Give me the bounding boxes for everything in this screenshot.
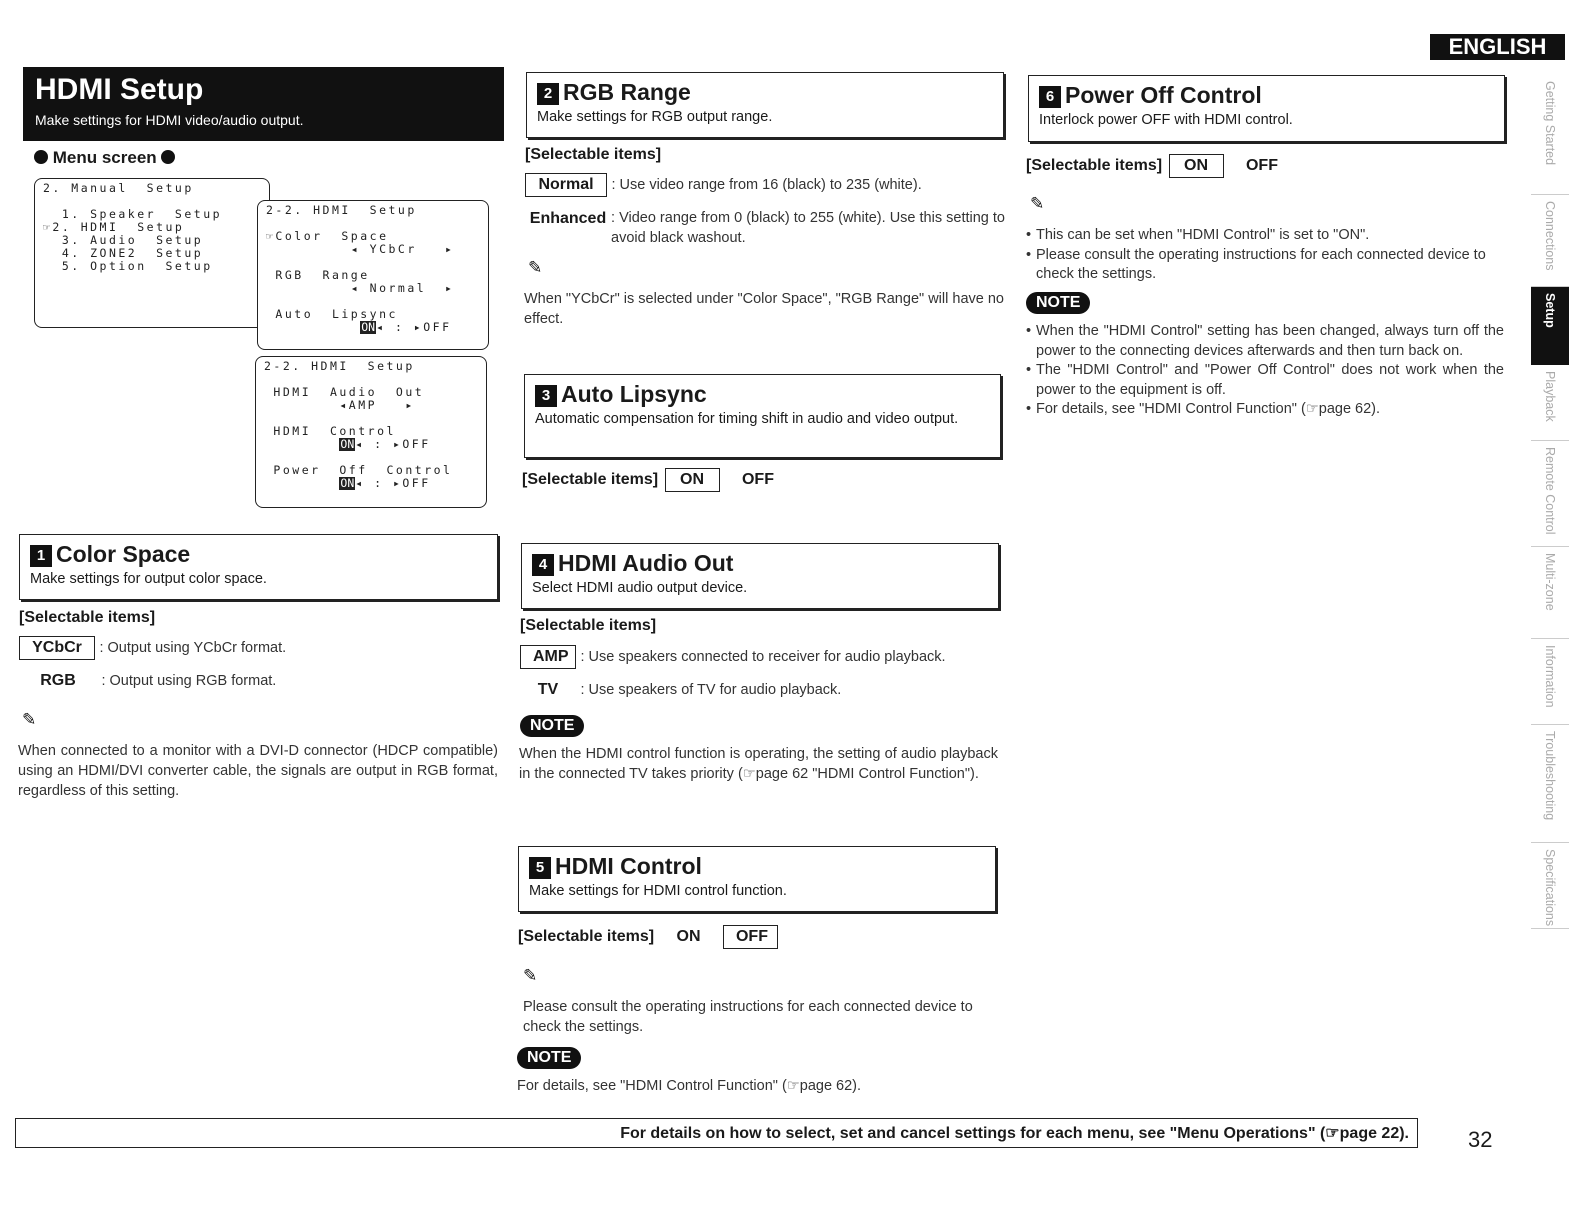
bullet-dot-icon: [161, 150, 175, 164]
osd-line: 3. Audio Setup: [43, 233, 204, 247]
option-label: Normal: [525, 173, 607, 197]
option-label: RGB: [40, 672, 76, 689]
osd-line: ◂ Normal ▸: [266, 281, 455, 295]
section-number: 5: [529, 857, 551, 879]
option-desc: : Use speakers connected to receiver for audio playback.: [580, 649, 946, 665]
section-title: HDMI Control: [555, 853, 702, 879]
osd-line: HDMI Control: [264, 424, 396, 438]
selectable-items-heading: [Selectable items]: [518, 928, 655, 945]
selectable-items-heading: [Selectable items]: [520, 617, 657, 634]
side-nav-item[interactable]: Setup: [1531, 287, 1569, 365]
rgb-range-header: [526, 72, 1004, 138]
selectable-items-heading: [Selectable items]: [525, 146, 662, 163]
section-title: Auto Lipsync: [561, 381, 707, 407]
menu-screen-title: [34, 148, 175, 168]
menu-screen-label: Menu screen: [52, 148, 157, 167]
page-number: 32: [1468, 1127, 1493, 1152]
side-nav-item[interactable]: Multi-zone: [1531, 547, 1569, 639]
hdmi-audio-out-note: When the HDMI control function is operating, the setting of audio playback in the connected TV takes priority (☞page 62 "HDMI Control Function").: [519, 746, 998, 782]
page-subtitle: Make settings for HDMI video/audio output.: [35, 112, 304, 128]
osd-line: ◂ YCbCr ▸: [266, 242, 455, 256]
osd-line: Auto Lipsync: [266, 307, 398, 321]
section-subtitle: Select HDMI audio output device.: [532, 580, 748, 596]
side-nav-item[interactable]: Information: [1531, 639, 1569, 725]
option-amp: [520, 645, 946, 669]
footer-text: For details on how to select, set and cancel settings for each menu, see "Menu Operations" (☞page 22).: [620, 1125, 1409, 1142]
option-off: OFF: [741, 471, 774, 488]
section-number: 1: [30, 545, 52, 567]
tip-item: • Please consult the operating instructions for each connected device to check the settings.: [1026, 246, 1506, 285]
osd-on-indicator: ON: [340, 476, 355, 490]
option-label: AMP: [520, 645, 576, 669]
pencil-icon: ✎: [1030, 194, 1045, 213]
side-nav-item[interactable]: Troubleshooting: [1531, 725, 1569, 843]
pencil-icon: ✎: [22, 710, 37, 729]
page-header: [23, 67, 504, 141]
section-title: RGB Range: [563, 79, 691, 105]
section-title: Power Off Control: [1065, 82, 1262, 108]
selectable-items-heading: [Selectable items]: [1026, 157, 1163, 174]
option-rgb: [19, 670, 276, 692]
option-enhanced: [525, 208, 1005, 248]
osd-line: 2-2. HDMI Setup: [266, 203, 417, 217]
osd-line: 1. Speaker Setup: [43, 207, 223, 221]
section-subtitle: Make settings for HDMI control function.: [529, 883, 787, 899]
note-badge: NOTE: [520, 715, 584, 737]
option-desc: : Video range from 0 (black) to 255 (white). Use this setting to avoid black washout.: [611, 210, 1005, 246]
power-off-tips: [1026, 226, 1506, 285]
option-normal: [525, 173, 922, 197]
hdmi-control-note: For details, see "HDMI Control Function" (☞page 62).: [517, 1078, 862, 1094]
hdmi-control-tip: Please consult the operating instructions for each connected device to check the settings.: [523, 999, 973, 1035]
note-item: • When the "HDMI Control" setting has been changed, always turn off the power to the connecting devices afterwards and then turn back on.: [1026, 322, 1504, 361]
option-on: ON: [665, 468, 720, 492]
page-title: HDMI Setup: [35, 73, 204, 106]
osd-toggle-value: ◂ : ▸OFF: [355, 437, 431, 451]
option-desc: : Output using RGB format.: [101, 673, 277, 689]
osd-manual-setup: [34, 178, 270, 328]
pencil-icon: ✎: [528, 258, 543, 277]
section-number: 3: [535, 385, 557, 407]
option-on: ON: [676, 928, 701, 945]
rgb-range-note: When "YCbCr" is selected under "Color Space", "RGB Range" will have no effect.: [524, 291, 1004, 327]
option-desc: : Use video range from 16 (black) to 235 (white).: [611, 177, 922, 193]
section-title: Color Space: [56, 541, 191, 567]
selectable-items-heading: [Selectable items]: [522, 471, 659, 488]
option-off: OFF: [723, 925, 778, 949]
osd-line: HDMI Audio Out: [264, 385, 425, 399]
osd-hdmi-setup-page1: [257, 200, 489, 350]
osd-line: 5. Option Setup: [43, 259, 213, 273]
section-number: 4: [532, 554, 554, 576]
option-desc: : Use speakers of TV for audio playback.: [580, 682, 842, 698]
power-off-control-options: [1026, 154, 1278, 178]
section-number: 6: [1039, 86, 1061, 108]
auto-lipsync-header: [524, 374, 1001, 458]
osd-line: 4. ZONE2 Setup: [43, 246, 204, 260]
auto-lipsync-options: [522, 468, 774, 492]
option-on: ON: [1169, 154, 1224, 178]
section-subtitle: Make settings for output color space.: [30, 571, 267, 587]
osd-line: [266, 334, 480, 347]
osd-line: 2. Manual Setup: [43, 181, 194, 195]
osd-line: ☞2. HDMI Setup: [43, 220, 185, 234]
section-title: HDMI Audio Out: [558, 550, 734, 576]
option-tv: [520, 679, 841, 701]
power-off-notes: [1026, 322, 1504, 420]
language-tab: ENGLISH: [1430, 34, 1565, 60]
power-off-control-header: [1028, 75, 1505, 142]
hdmi-audio-out-header: [521, 543, 999, 609]
osd-toggle-value: ◂ : ▸OFF: [355, 476, 431, 490]
side-nav-item[interactable]: Connections: [1531, 195, 1569, 287]
section-number: 2: [537, 83, 559, 105]
side-nav-item[interactable]: Specifications: [1531, 843, 1569, 929]
osd-line: RGB Range: [266, 268, 370, 282]
option-desc: : Output using YCbCr format.: [99, 640, 287, 656]
note-item: • The "HDMI Control" and "Power Off Control" does not work when the power to the equipment is off.: [1026, 361, 1504, 400]
osd-hdmi-setup-page2: [255, 356, 487, 508]
note-badge: NOTE: [1026, 292, 1090, 314]
tip-item: • This can be set when "HDMI Control" is set to "ON".: [1026, 226, 1506, 246]
option-ycbcr: [19, 636, 286, 660]
side-nav-item[interactable]: Getting Started: [1531, 75, 1569, 195]
osd-on-indicator: ON: [340, 437, 355, 451]
osd-line: Power Off Control: [264, 463, 453, 477]
note-badge: NOTE: [517, 1047, 581, 1069]
hdmi-control-options: [518, 925, 778, 949]
osd-line: [264, 477, 478, 490]
bullet-dot-icon: [34, 150, 48, 164]
footer-box: [15, 1118, 1418, 1148]
osd-line: [264, 438, 478, 451]
option-label: Enhanced: [529, 210, 607, 227]
option-label: YCbCr: [19, 636, 95, 660]
osd-on-indicator: ON: [361, 320, 376, 334]
osd-toggle-value: ◂ : ▸OFF: [376, 320, 452, 334]
selectable-items-heading: [Selectable items]: [19, 609, 156, 626]
note-item: • For details, see "HDMI Control Function" (☞page 62).: [1026, 400, 1504, 420]
section-subtitle: Automatic compensation for timing shift in audio and video output.: [535, 411, 959, 427]
color-space-note: When connected to a monitor with a DVI-D connector (HDCP compatible) using an HDMI/DVI converter cable, the signals are output in RGB format, regardless of this setting.: [18, 743, 498, 799]
section-subtitle: Interlock power OFF with HDMI control.: [1039, 112, 1293, 128]
osd-line: ☞Color Space: [266, 229, 389, 243]
pencil-icon: ✎: [523, 966, 538, 985]
side-nav-item[interactable]: Playback: [1531, 365, 1569, 441]
side-nav-item[interactable]: Remote Control: [1531, 441, 1569, 547]
osd-line: ◂AMP ▸: [264, 398, 415, 412]
color-space-header: [19, 534, 498, 600]
osd-line: 2-2. HDMI Setup: [264, 359, 415, 373]
section-subtitle: Make settings for RGB output range.: [537, 109, 773, 125]
option-off: OFF: [1245, 157, 1278, 174]
hdmi-control-header: [518, 846, 996, 912]
osd-line: [266, 321, 480, 334]
option-label: TV: [537, 681, 559, 698]
